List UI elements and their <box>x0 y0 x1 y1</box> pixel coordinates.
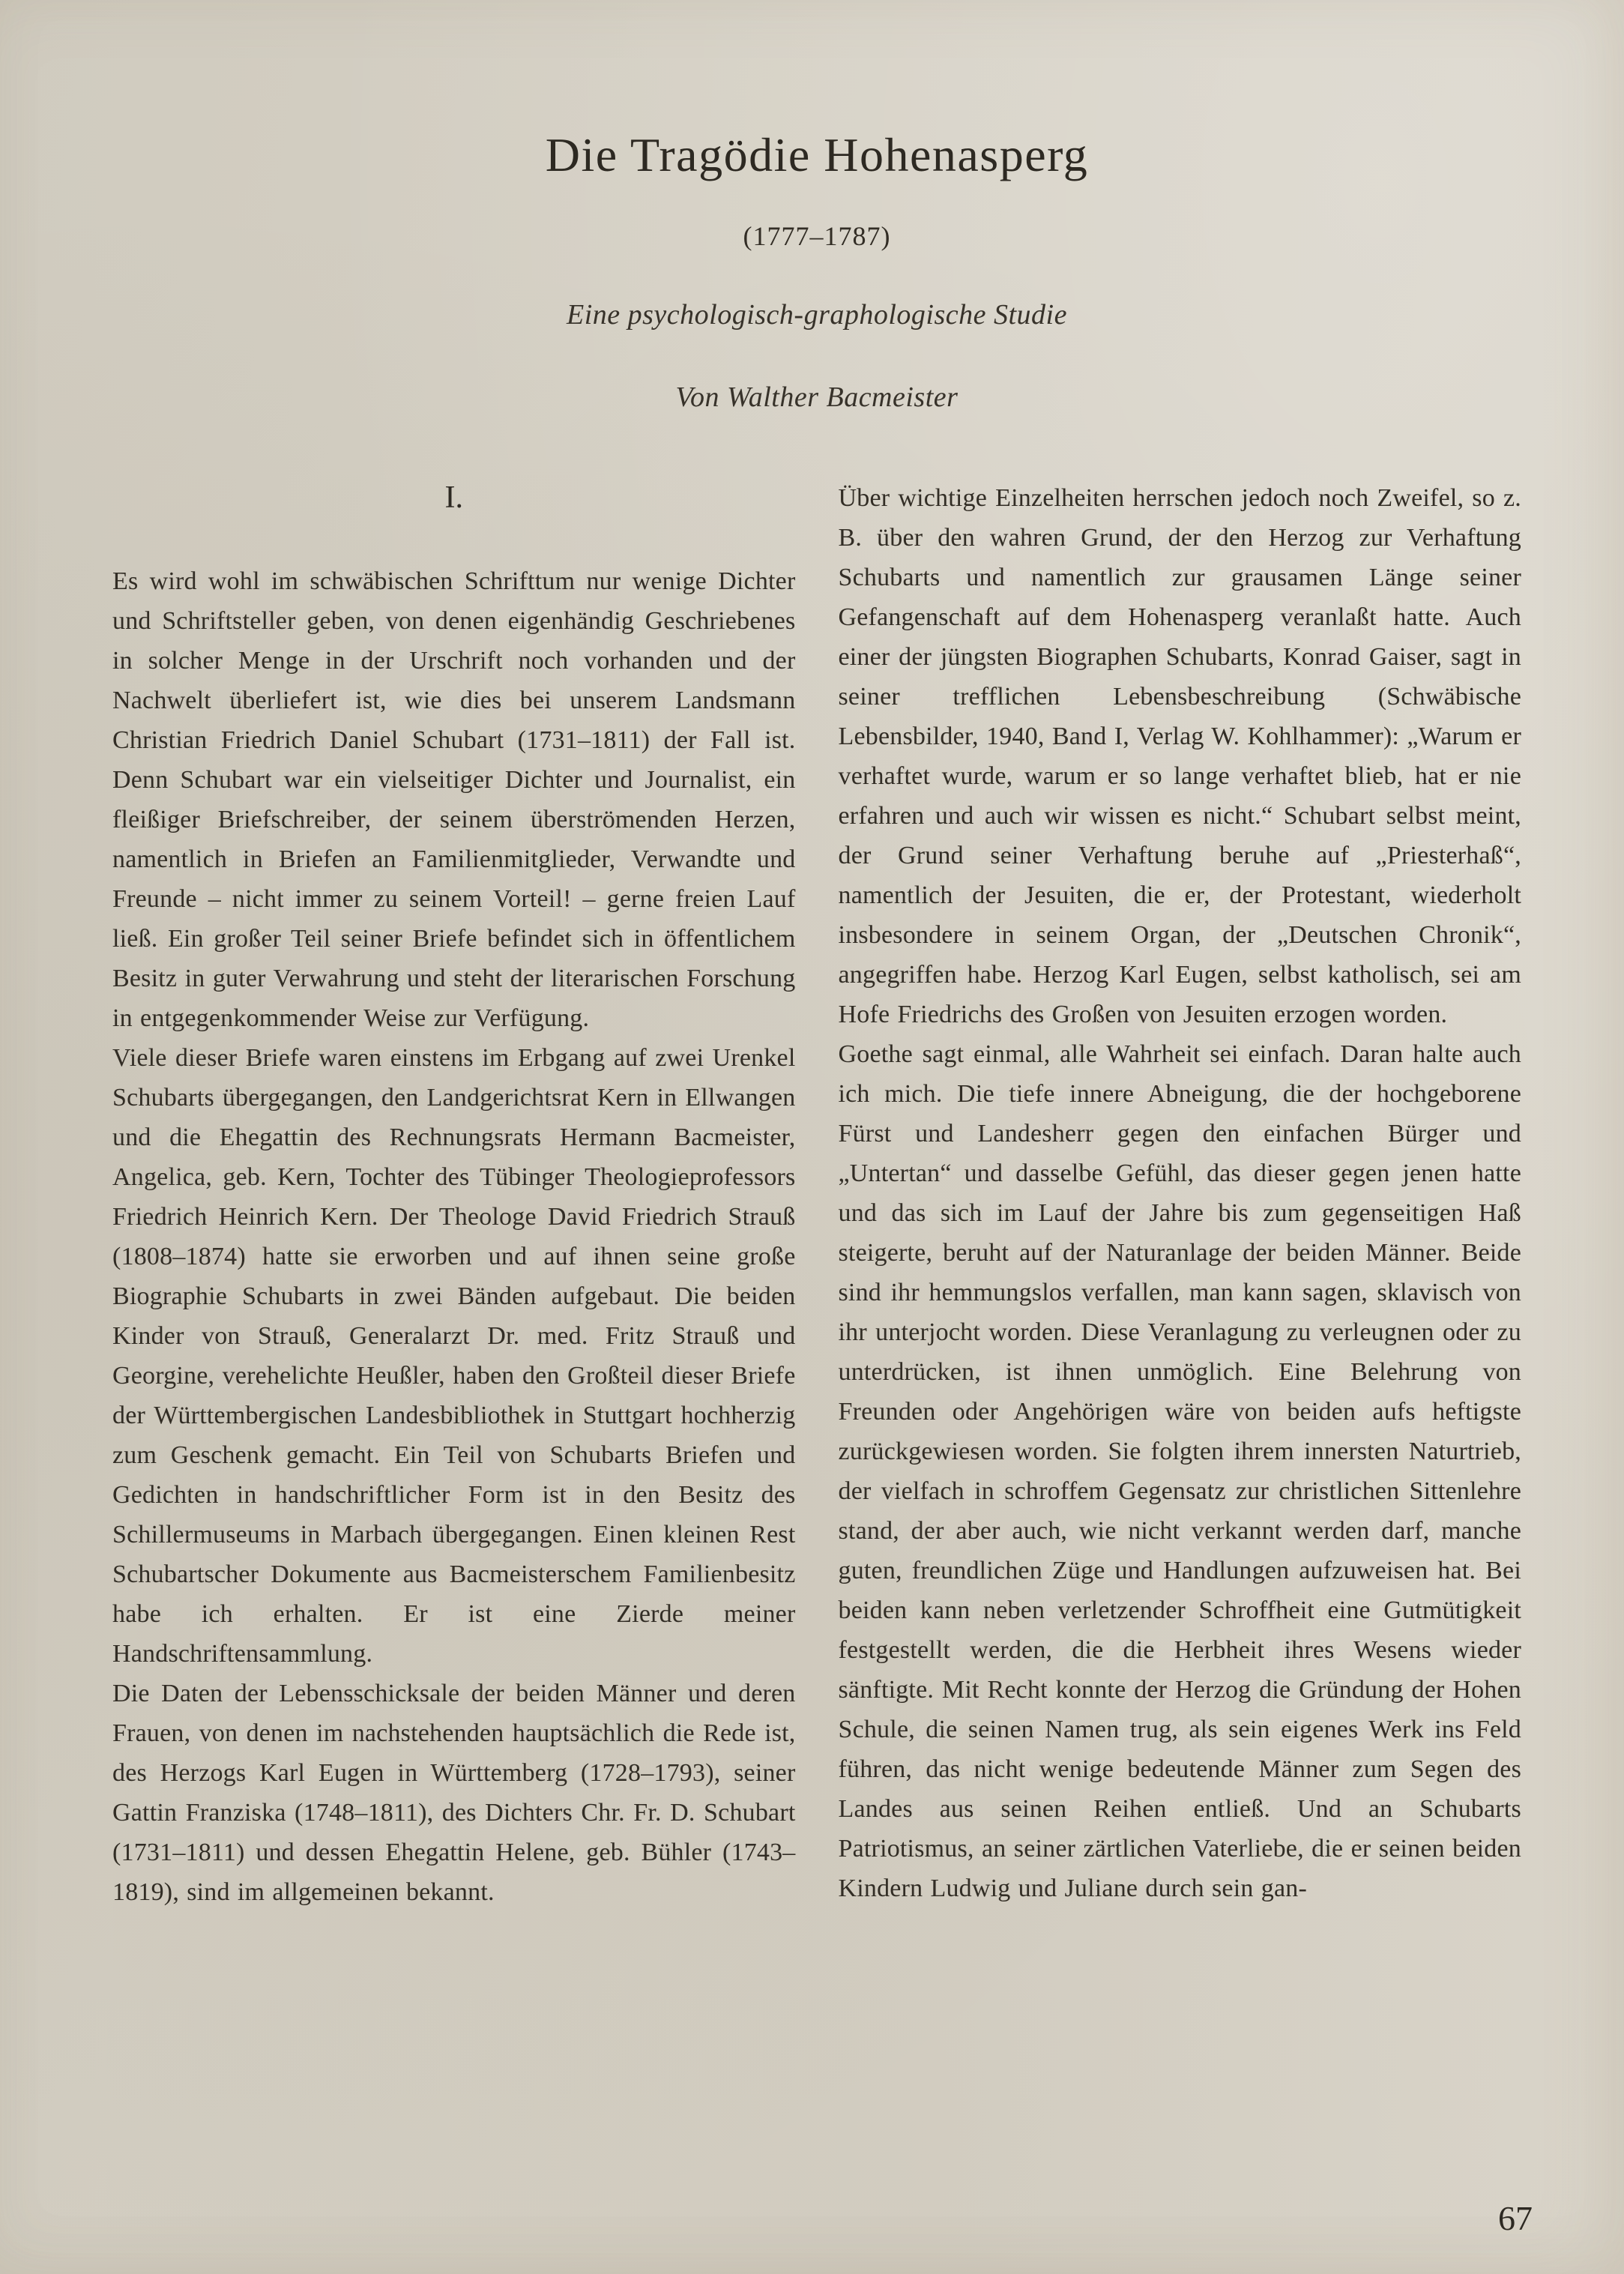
paragraph: Über wichtige Einzelheiten herrschen jedoch noch Zweifel, so z. B. über den wahren Grund, der den Herzog zur Verhaftung Schubarts und namentlich zur grausamen Länge seiner Gefangenschaft auf dem Hohenasperg veranlaßt hatte. Auch einer der jüngsten Biographen Schubarts, Konrad Gaiser, sagt in seiner trefflichen Lebensbeschreibung (Schwäbische Lebensbilder, 1940, Band I, Verlag W. Kohlhammer): „Warum er verhaftet wurde, warum er so lange verhaftet blieb, hat er nie erfahren und auch wir wissen es nicht.“ Schubart selbst meint, der Grund seiner Verhaftung beruhe auf „Priesterhaß“, namentlich der Jesuiten, die er, der Protestant, wiederholt insbesondere in seinem Organ, der „Deutschen Chronik“, angegriffen habe. Herzog Karl Eugen, selbst katholisch, sei am Hofe Friedrichs des Großen von Jesuiten erzogen worden. <box>838 484 1521 1028</box>
section-heading: I. <box>444 480 463 515</box>
right-column <box>839 478 1522 1908</box>
page-title: Die Tragödie Hohenasperg <box>545 128 1089 181</box>
article-header <box>112 128 1521 414</box>
paragraph: Die Daten der Lebensschicksale der beiden Männer und deren Frauen, von denen im nachstehenden hauptsächlich die Rede ist, des Herzogs Karl Eugen in Württemberg (1728–1793), seiner Gattin Franziska (1748–1811), des Dichters Chr. Fr. D. Schubart (1731–1811) und dessen Ehegattin Helene, geb. Bühler (1743–1819), sind im allgemeinen bekannt. <box>112 1680 796 1906</box>
page-number: 67 <box>1498 2199 1533 2237</box>
paragraph: Viele dieser Briefe waren einstens im Erbgang auf zwei Urenkel Schubarts übergegangen, den Landgerichtsrat Kern in Ellwangen und die Ehegattin des Rechnungsrats Hermann Bacmeister, Angelica, geb. Kern, Tochter des Tübinger Theologieprofessors Friedrich Heinrich Kern. Der Theologe David Friedrich Strauß (1808–1874) hatte sie erworben und auf ihnen seine große Biographie Schubarts in zwei Bänden aufgebaut. Die beiden Kinder von Strauß, Generalarzt Dr. med. Fritz Strauß und Georgine, verehelichte Heußler, haben den Großteil dieser Briefe der Württembergischen Landesbibliothek in Stuttgart hochherzig zum Geschenk gemacht. Ein Teil von Schubarts Briefen und Gedichten in handschriftlicher Form ist in den Besitz des Schillermuseums in Marbach übergegangen. Einen kleinen Rest Schubartscher Dokumente aus Bacmeisterschem Familienbesitz habe ich erhalten. Er ist eine Zierde meiner Handschriftensammlung. <box>112 1044 796 1668</box>
left-column <box>112 478 796 1912</box>
two-column-text <box>112 478 1521 1912</box>
date-range: (1777–1787) <box>743 221 891 251</box>
subtitle: Eine psychologisch-graphologische Studie <box>567 299 1067 331</box>
paragraph: Goethe sagt einmal, alle Wahrheit sei einfach. Daran halte auch ich mich. Die tiefe innere Abneigung, die der hochgeborene Fürst und Landesherr gegen den einfachen Bürger und „Untertan“ und dasselbe Gefühl, das dieser gegen jenen hatte und das sich im Lauf der Jahre bis zum gegenseitigen Haß steigerte, beruht auf der Naturanlage der beiden Männer. Beide sind ihr hemmungslos verfallen, man kann sagen, sklavisch von ihr unterjocht worden. Diese Veranlagung zu verleugnen oder zu unterdrücken, ist ihnen unmöglich. Eine Belehrung von Freunden oder Angehörigen wäre von beiden aufs heftigste zurückgewiesen worden. Sie folgten ihrem innersten Naturtrieb, der vielfach in schroffem Gegensatz zur christlichen Sittenlehre stand, der aber auch, wie nicht verkannt werden darf, manche guten, freundlichen Züge und Handlungen aufzuweisen hat. Bei beiden kann neben verletzender Schroffheit eine Gutmütigkeit festgestellt werden, die die Herbheit ihres Wesens wieder sänftigte. Mit Recht konnte der Herzog die Gründung der Hohen Schule, die seinen Namen trug, als sein eigenes Werk ins Feld führen, das nicht wenige bedeutende Männer zum Segen des Landes aus seinen Reihen entließ. Und an Schubarts Patriotismus, an seiner zärtlichen Vaterliebe, die er seinen beiden Kindern Ludwig und Juliane durch sein gan- <box>838 1040 1521 1902</box>
byline: Von Walther Bacmeister <box>675 381 959 413</box>
paragraph: Es wird wohl im schwäbischen Schrifttum nur wenige Dichter und Schriftsteller geben, von denen eigenhändig Geschriebenes in solcher Menge in der Urschrift noch vorhanden und der Nachwelt überliefert ist, wie dies bei unserem Landsmann Christian Friedrich Daniel Schubart (1731–1811) der Fall ist. Denn Schubart war ein vielseitiger Dichter und Journalist, ein fleißiger Briefschreiber, der seinem überströmenden Herzen, namentlich in Briefen an Familienmitglieder, Verwandte und Freunde – nicht immer zu seinem Vorteil! – gerne freien Lauf ließ. Ein großer Teil seiner Briefe befindet sich in öffentlichem Besitz in guter Verwahrung und steht der literarischen Forschung in entgegenkommender Weise zur Verfügung. <box>112 567 796 1032</box>
